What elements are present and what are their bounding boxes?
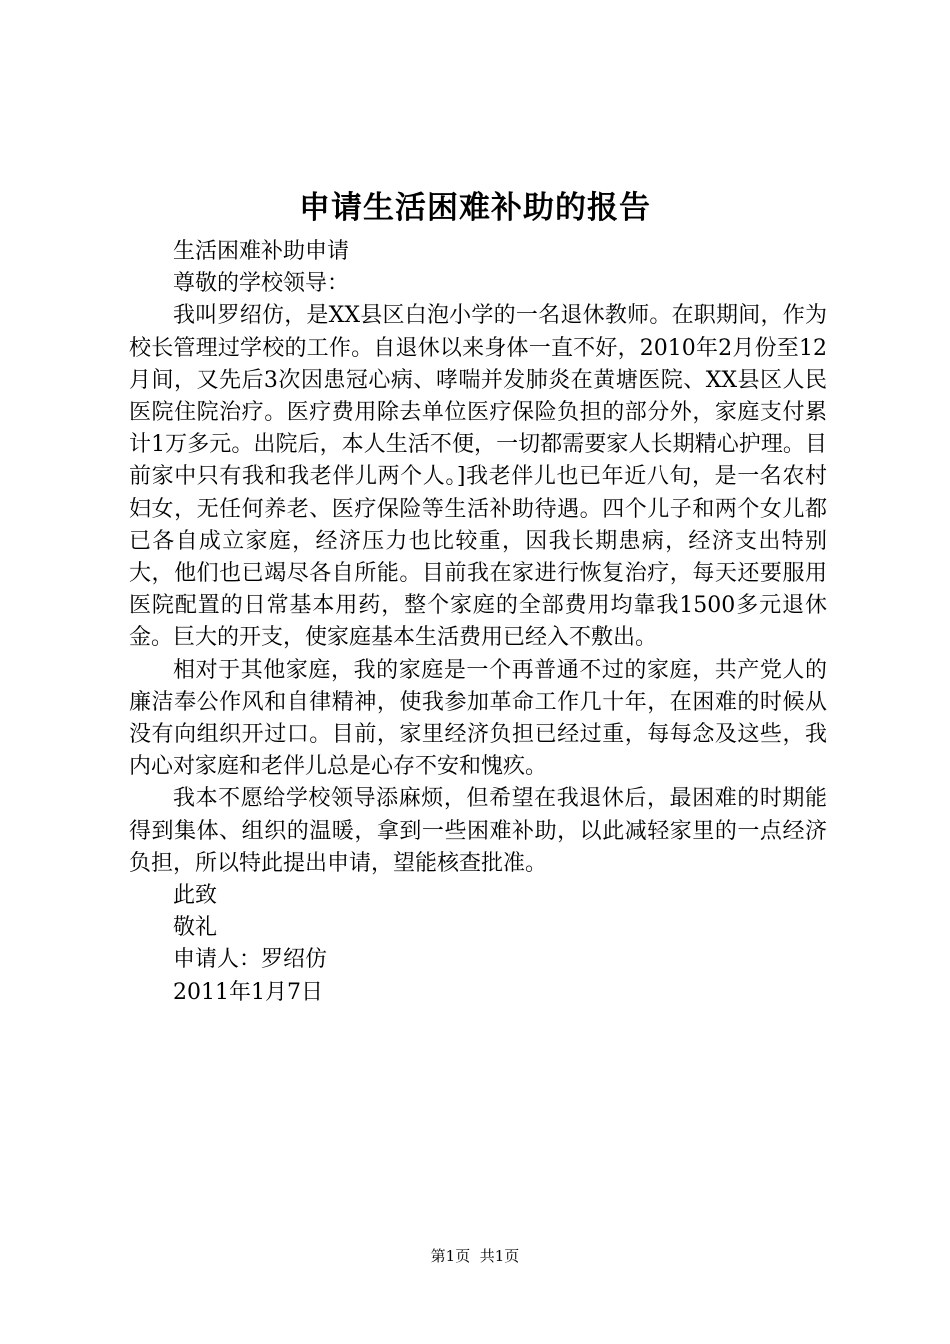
document-title: 申请生活困难补助的报告	[299, 190, 651, 226]
paragraph-body-1: 我叫罗绍仿，是XX县区白泡小学的一名退休教师。在职期间，作为校长管理过学校的工作。自退休以来身体一直不好，2010年2月份至12月间，又先后3次因患冠心病、哮喘并发肺炎在黄塘医院、XX县区人民医院住院治疗。医疗费用除去单位医疗保险负担的部分外，家庭支付累计1万多元。出院后，本人生活不便，一切都需要家人长期精心护理。目前家中只有我和我老伴儿两个人。]我老伴儿也已年近八旬，是一名农村妇女，无任何养老、医疗保险等生活补助待遇。四个儿子和两个女儿都已各自成立家庭，经济压力也比较重，因我长期患病，经济支出特别大，他们也已竭尽各自所能。目前我在家进行恢复治疗，每天还要服用医院配置的日常基本用药，整个家庭的全部费用均靠我1500多元退休金。巨大的开支，使家庭基本生活费用已经入不敷出。	[129, 303, 827, 651]
document-body	[129, 236, 827, 1009]
paragraph-salutation: 尊敬的学校领导：	[173, 271, 350, 297]
paragraph-date: 2011年1月7日	[173, 979, 323, 1005]
footer-separator	[470, 1247, 480, 1265]
paragraph-closing-2: 敬礼	[173, 915, 218, 941]
paragraph-closing-1: 此致	[173, 883, 218, 909]
page-footer	[0, 1245, 950, 1267]
paragraph-body-2: 相对于其他家庭，我的家庭是一个再普通不过的家庭，共产党人的廉洁奉公作风和自律精神，使我参加革命工作几十年，在困难的时候从没有向组织开过口。目前，家里经济负担已经过重，每每念及这些，我内心对家庭和老伴儿总是心存不安和愧疚。	[129, 657, 827, 780]
page-number-total: 共1页	[479, 1247, 520, 1265]
page-number-current: 第1页	[430, 1247, 471, 1265]
paragraph-body-3: 我本不愿给学校领导添麻烦，但希望在我退休后，最困难的时期能得到集体、组织的温暖，拿到一些困难补助，以此减轻家里的一点经济负担，所以特此提出申请，望能核查批准。	[129, 786, 827, 876]
paragraph-applicant: 申请人：罗绍仿	[173, 947, 328, 973]
paragraph-subject: 生活困难补助申请	[173, 239, 350, 264]
